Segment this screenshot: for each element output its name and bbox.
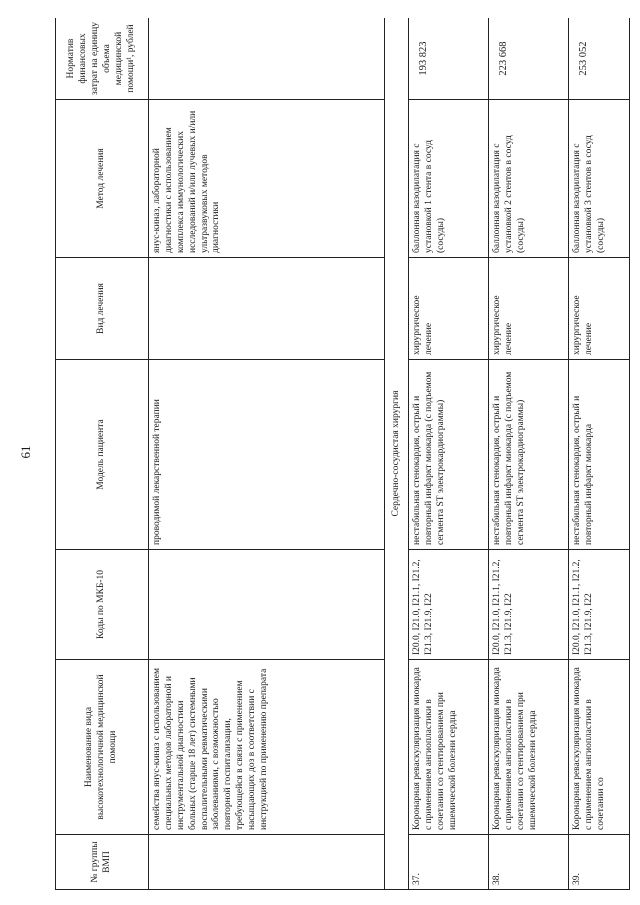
vmp-table xyxy=(55,18,630,890)
cell-method: янус-киназ, лабораторной диагностики с использованием комплекса иммунологических исследований и/или лучевых и/или ультразвуковых методов диагностики xyxy=(149,100,385,258)
cell-norm: 253 052 xyxy=(569,18,630,100)
cell-norm: 193 823 xyxy=(409,18,489,100)
cell-method: баллонная вазодилатация с установкой 2 стентов в сосуд (сосуды) xyxy=(489,100,569,258)
cell-codes xyxy=(149,550,385,660)
cell-model: нестабильная стенокардия, острый и повторный инфаркт миокарда xyxy=(569,360,630,550)
cell-codes: I20.0, I21.0, I21.1, I21.2, I21.3, I21.9, I22 xyxy=(409,550,489,660)
cell-type: хирургическое лечение xyxy=(409,258,489,360)
rotated-page xyxy=(55,18,630,890)
header-norm: Норматив финансовых затрат на единицу объема медицинской помощи¹, рублей xyxy=(56,18,149,100)
cell-name: семейства янус-киназ с использованием специальных методов лабораторной и инструментальной диагностики больных (старше 18 лет) системными воспалительными ревматическими заболеваниями, с возможностью повторной госпитализации, требующейся в связи с применением насыщающих доз в соответствии с инструкцией по применению препарата xyxy=(149,660,385,835)
cell-num: 39. xyxy=(569,835,630,890)
cell-name: Коронарная реваскуляризация миокарда с применением ангиопластики в сочетании со стентированием при ишемической болезни сердца xyxy=(409,660,489,835)
continuation-row xyxy=(149,18,385,890)
table-frame xyxy=(55,18,630,890)
table-row xyxy=(489,18,569,890)
cell-name: Коронарная реваскуляризация миокарда с применением ангиопластики в сочетании со стентированием при ишемической болезни сердца xyxy=(489,660,569,835)
header-codes: Коды по МКБ-10 xyxy=(56,550,149,660)
cell-name: Коронарная реваскуляризация миокарда с применением ангиопластики в сочетании со xyxy=(569,660,630,835)
header-model: Модель пациента xyxy=(56,360,149,550)
header-name: Наименование вида высокотехнологичной медицинской помощи xyxy=(56,660,149,835)
cell-num: 38. xyxy=(489,835,569,890)
cell-norm: 223 668 xyxy=(489,18,569,100)
cell-num xyxy=(149,835,385,890)
cell-model: проводимой лекарственной терапии xyxy=(149,360,385,550)
cell-type: хирургическое лечение xyxy=(489,258,569,360)
cell-num: 37. xyxy=(409,835,489,890)
table-row xyxy=(569,18,630,890)
page-number: 61 xyxy=(18,445,33,459)
header-type: Вид лечения xyxy=(56,258,149,360)
cell-method: баллонная вазодилатация с установкой 1 стента в сосуд (сосуды) xyxy=(409,100,489,258)
cell-type xyxy=(149,258,385,360)
cell-codes: I20.0, I21.0, I21.1, I21.2, I21.3, I21.9, I22 xyxy=(569,550,630,660)
section-row xyxy=(385,18,409,890)
cell-method: баллонная вазодилатация с установкой 3 стентов в сосуд (сосуды) xyxy=(569,100,630,258)
cell-norm xyxy=(149,18,385,100)
cell-model: нестабильная стенокардия, острый и повторный инфаркт миокарда (с подъемом сегмента ST электрокардиограммы) xyxy=(489,360,569,550)
cell-codes: I20.0, I21.0, I21.1, I21.2, I21.3, I21.9, I22 xyxy=(489,550,569,660)
table-row xyxy=(409,18,489,890)
header-row xyxy=(56,18,149,890)
cell-type: хирургическое лечение xyxy=(569,258,630,360)
section-title: Сердечно-сосудистая хирургия xyxy=(385,18,409,890)
header-num: № группы ВМП xyxy=(56,835,149,890)
cell-model: нестабильная стенокардия, острый и повторный инфаркт миокарда (с подъемом сегмента ST электрокардиограммы) xyxy=(409,360,489,550)
header-method: Метод лечения xyxy=(56,100,149,258)
